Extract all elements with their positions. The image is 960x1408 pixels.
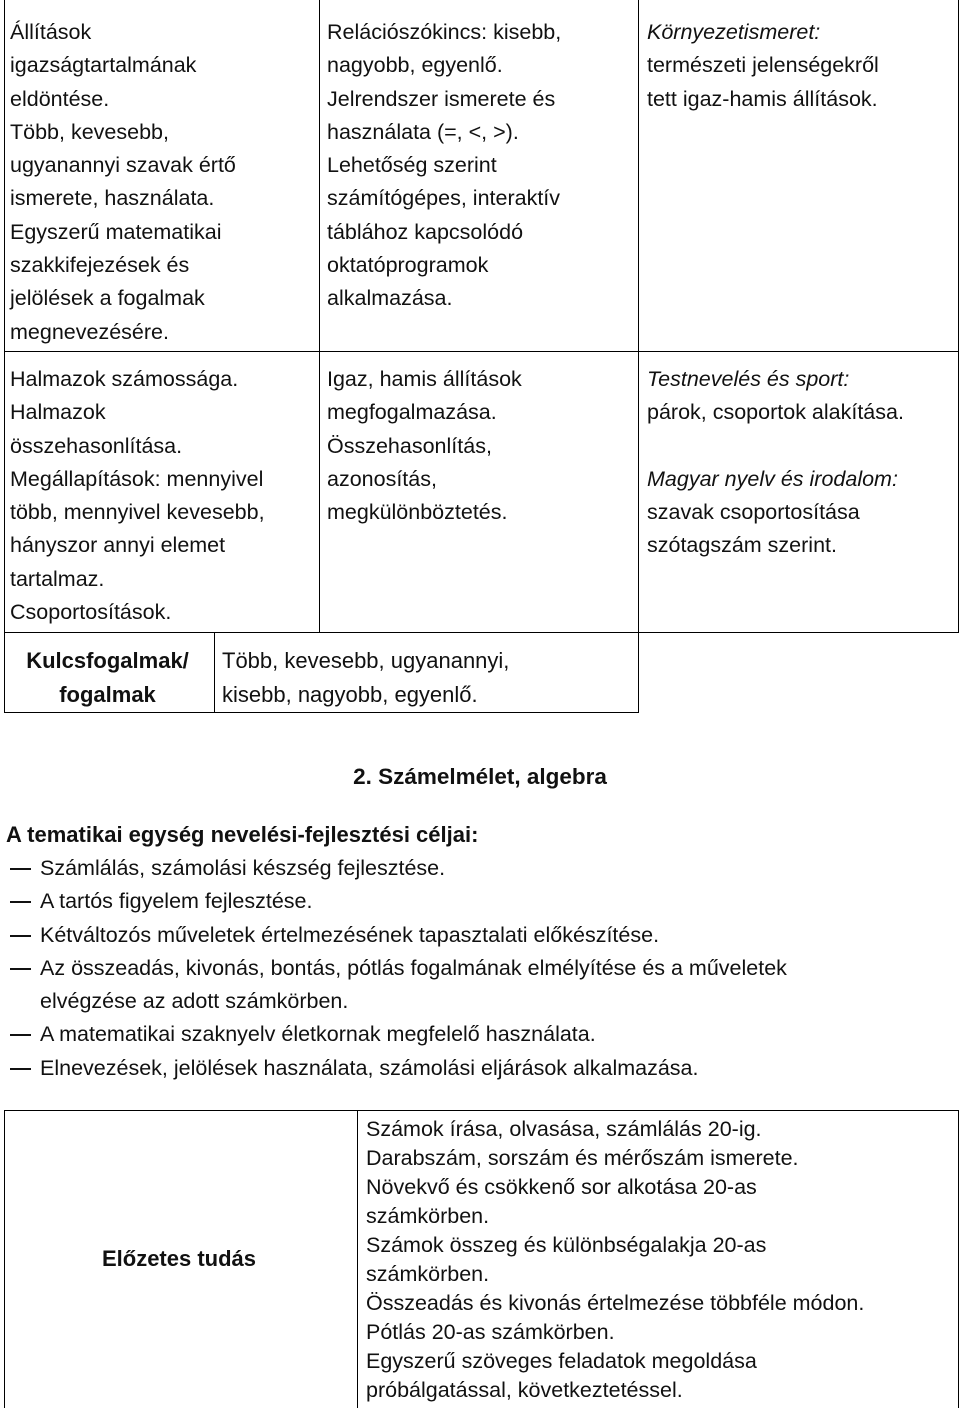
cell-line: Megállapítások: mennyivel bbox=[10, 466, 264, 491]
cell-line: több, mennyivel kevesebb, bbox=[10, 500, 265, 525]
cell-line: Jelrendszer ismerete és bbox=[327, 86, 556, 111]
dash-bullet bbox=[10, 868, 31, 870]
cell-line: jelölések a fogalmak bbox=[10, 286, 205, 311]
cell-line: Egyszerű matematikai bbox=[10, 219, 222, 244]
cell-line: Darabszám, sorszám és mérőszám ismerete. bbox=[366, 1146, 799, 1170]
cell-line: Igaz, hamis állítások bbox=[327, 367, 522, 391]
subject-label: Magyar nyelv és irodalom: bbox=[647, 466, 898, 491]
subject-label: Testnevelés és sport: bbox=[647, 367, 850, 391]
cell-line: megfogalmazása. bbox=[327, 400, 497, 425]
goal-text: Az összeadás, kivonás, bontás, pótlás fogalmának elmélyítése és a műveletek bbox=[40, 955, 787, 980]
subject-label: Környezetismeret: bbox=[647, 20, 821, 44]
cell-line: azonosítás, bbox=[327, 466, 437, 491]
keywords-value bbox=[222, 644, 632, 712]
section-title: 2. Számelmélet, algebra bbox=[353, 764, 607, 789]
table-border-right bbox=[958, 0, 959, 632]
list-item bbox=[0, 852, 920, 885]
cell-line: megkülönböztetés. bbox=[327, 500, 508, 525]
dash-bullet bbox=[10, 1068, 31, 1070]
goals-title: A tematikai egység nevelési-fejlesztési céljai: bbox=[6, 822, 479, 847]
table-border-right bbox=[958, 1110, 959, 1408]
list-item bbox=[0, 885, 920, 918]
keywords-label bbox=[5, 644, 210, 712]
keywords-label-line: fogalmak bbox=[59, 682, 156, 707]
row1-connections-cell bbox=[647, 16, 957, 116]
table-border-row2 bbox=[4, 632, 959, 633]
cell-line: szavak csoportosítása bbox=[647, 499, 860, 524]
goal-text: A matematikai szaknyelv életkornak megfelelő használata. bbox=[40, 1022, 596, 1047]
row2-activities-cell bbox=[327, 363, 627, 529]
row1-content-cell bbox=[10, 16, 310, 349]
keywords-label-line: Kulcsfogalmak/ bbox=[26, 648, 189, 673]
table-border-col1 bbox=[319, 0, 320, 632]
cell-line: Összeadás és kivonás értelmezése többféle módon. bbox=[366, 1291, 865, 1315]
dash-bullet bbox=[10, 935, 31, 937]
goal-text: elvégzése az adott számkörben. bbox=[40, 989, 349, 1014]
cell-line: összehasonlítása. bbox=[10, 433, 183, 458]
row1-activities-cell bbox=[327, 16, 627, 316]
table-border-divider bbox=[357, 1110, 358, 1408]
cell-line: számítógépes, interaktív bbox=[327, 186, 561, 211]
cell-line: használata (=, <, >). bbox=[327, 119, 519, 144]
prior-knowledge-label: Előzetes tudás bbox=[101, 1246, 257, 1271]
cell-line: természeti jelenségekről bbox=[647, 53, 879, 78]
cell-line: szakkifejezések és bbox=[10, 253, 190, 278]
cell-line: hányszor annyi elemet bbox=[10, 533, 226, 558]
goals-list bbox=[0, 852, 960, 1085]
cell-line: Összehasonlítás, bbox=[327, 433, 492, 458]
goal-text: Számlálás, számolási készség fejlesztése. bbox=[40, 856, 446, 880]
cell-line: tett igaz-hamis állítások. bbox=[647, 86, 878, 111]
goal-text: Kétváltozós műveletek értelmezésének tapasztalati előkészítése. bbox=[40, 922, 660, 947]
cell-line: párok, csoportok alakítása. bbox=[647, 400, 904, 425]
goal-text: Elnevezések, jelölések használata, számolási eljárások alkalmazása. bbox=[40, 1055, 699, 1080]
table-border-row1 bbox=[4, 351, 959, 352]
cell-line: Pótlás 20-as számkörben. bbox=[366, 1320, 615, 1344]
cell-line: Halmazok számossága. bbox=[10, 367, 239, 391]
dash-bullet bbox=[10, 901, 31, 903]
cell-line: számkörben. bbox=[366, 1204, 490, 1228]
list-item bbox=[0, 952, 920, 1019]
dash-bullet bbox=[10, 968, 31, 970]
cell-line: Számok írása, olvasása, számlálás 20-ig. bbox=[366, 1117, 762, 1141]
cell-line: Relációszókincs: kisebb, bbox=[327, 20, 562, 44]
goal-text: A tartós figyelem fejlesztése. bbox=[40, 889, 313, 914]
cell-line: számkörben. bbox=[366, 1262, 490, 1286]
cell-line: szótagszám szerint. bbox=[647, 533, 837, 558]
cell-line: próbálgatással, következtetéssel. bbox=[366, 1378, 683, 1402]
table-border-col2 bbox=[638, 0, 639, 713]
cell-line: Állítások bbox=[10, 20, 92, 44]
list-item bbox=[0, 1018, 920, 1051]
cell-line: Számok összeg és különbségalakja 20-as bbox=[366, 1233, 767, 1257]
table-border-left bbox=[4, 0, 5, 713]
cell-line: ugyanannyi szavak értő bbox=[10, 153, 236, 178]
cell-line: tartalmaz. bbox=[10, 566, 105, 591]
keywords-value-line: Több, kevesebb, ugyanannyi, bbox=[222, 648, 510, 673]
dash-bullet bbox=[10, 1034, 31, 1036]
table-border-bottom bbox=[4, 712, 639, 713]
cell-line: Halmazok bbox=[10, 400, 106, 425]
cell-line: táblához kapcsolódó bbox=[327, 219, 524, 244]
cell-line: Lehetőség szerint bbox=[327, 153, 497, 178]
cell-line: Növekvő és csökkenő sor alkotása 20-as bbox=[366, 1175, 757, 1199]
cell-line: ismerete, használata. bbox=[10, 186, 215, 211]
cell-line: alkalmazása. bbox=[327, 286, 453, 311]
list-item bbox=[0, 919, 920, 952]
cell-line: eldöntése. bbox=[10, 86, 110, 111]
prior-knowledge-content bbox=[366, 1115, 956, 1405]
table-border-label-divider bbox=[214, 632, 215, 713]
cell-line: nagyobb, egyenlő. bbox=[327, 53, 503, 78]
table-border-top bbox=[4, 1110, 959, 1111]
cell-line: oktatóprogramok bbox=[327, 253, 489, 278]
cell-line: Csoportosítások. bbox=[10, 600, 172, 625]
cell-line: igazságtartalmának bbox=[10, 53, 197, 78]
cell-line: Több, kevesebb, bbox=[10, 119, 169, 144]
list-item bbox=[0, 1052, 920, 1085]
keywords-value-line: kisebb, nagyobb, egyenlő. bbox=[222, 682, 478, 707]
row2-connections-cell bbox=[647, 363, 957, 562]
row2-content-cell bbox=[10, 363, 310, 629]
cell-line: megnevezésére. bbox=[10, 319, 169, 344]
cell-line: Egyszerű szöveges feladatok megoldása bbox=[366, 1349, 757, 1373]
